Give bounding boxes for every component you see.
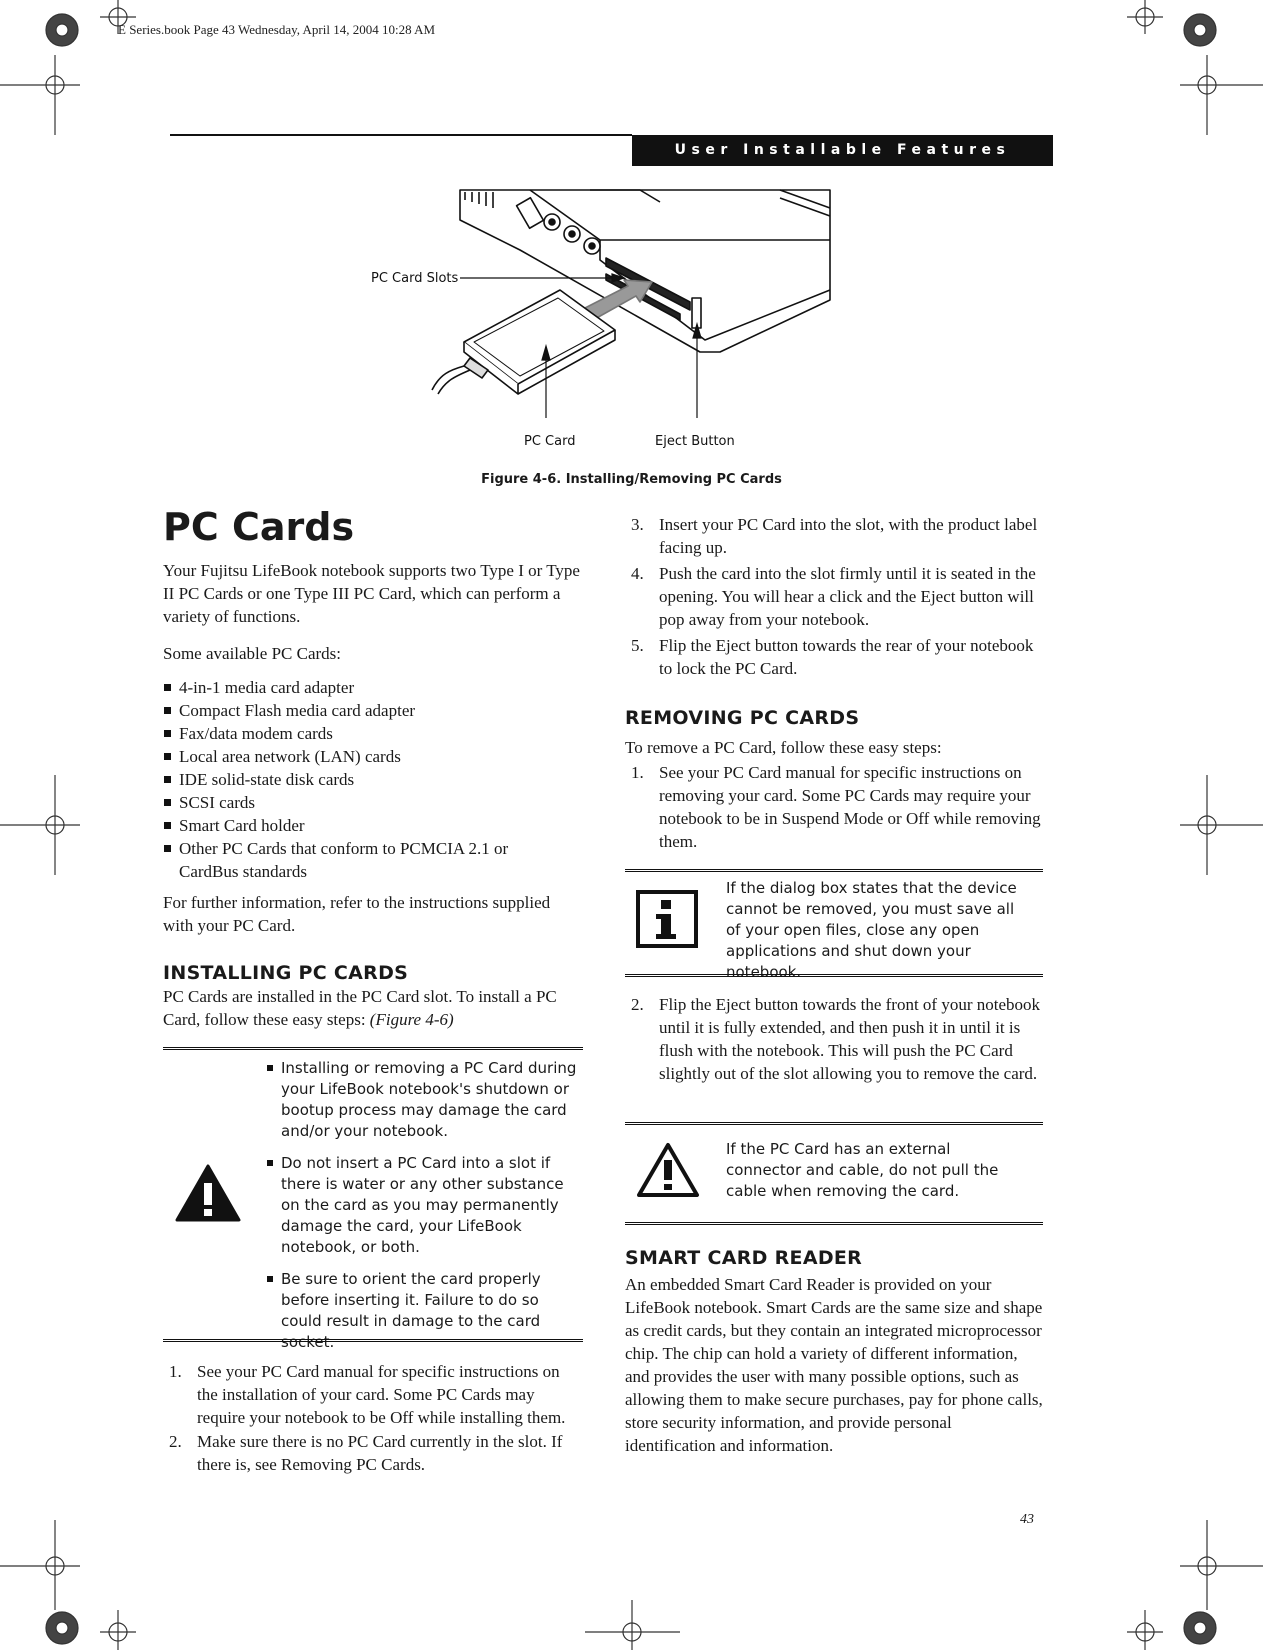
caution-item: Do not insert a PC Card into a slot if there is water or any other substance on the card as you may permanently damage the card, your LifeBook notebook, or both. bbox=[267, 1153, 577, 1258]
book-file-header: E Series.book Page 43 Wednesday, April 14, 2004 10:28 AM bbox=[118, 22, 436, 37]
installing-intro-text: PC Cards are installed in the PC Card slot. To install a PC Card, follow these easy steps: bbox=[163, 987, 557, 1029]
caution-item: Installing or removing a PC Card during your LifeBook notebook's shutdown or bootup process may damage the card and/or your notebook. bbox=[267, 1058, 577, 1142]
crosshair-bottom-1 bbox=[100, 1610, 136, 1650]
installing-steps-part2 bbox=[625, 513, 1045, 680]
caution2-rule-bottom bbox=[625, 1222, 1043, 1225]
step-item bbox=[625, 513, 1045, 559]
header-rule bbox=[170, 134, 632, 136]
step-text: See your PC Card manual for specific instructions on removing your card. Some PC Cards may require your notebook to be in Suspend Mode or Off while removing them. bbox=[659, 763, 1041, 851]
step-item bbox=[625, 634, 1045, 680]
step-number: 5. bbox=[631, 636, 644, 655]
card-type-list bbox=[163, 676, 583, 883]
list-item: Compact Flash media card adapter bbox=[163, 699, 583, 722]
figure-label-eject: Eject Button bbox=[655, 434, 735, 449]
pc-card-cable bbox=[432, 366, 470, 394]
installing-intro bbox=[163, 985, 583, 1031]
step-item bbox=[625, 761, 1045, 853]
list-item: Other PC Cards that conform to PCMCIA 2.1 or CardBus standards bbox=[163, 837, 554, 883]
removing-step-2 bbox=[625, 993, 1045, 1085]
list-item: IDE solid-state disk cards bbox=[163, 768, 583, 791]
page-heading: PC Cards bbox=[163, 505, 355, 549]
figure-label-slots: PC Card Slots bbox=[371, 271, 459, 286]
registration-disc-bottom-right bbox=[1184, 1612, 1216, 1644]
crosshair-bottom-2 bbox=[585, 1600, 680, 1650]
info-rule-bottom bbox=[625, 974, 1043, 977]
figure-label-card: PC Card bbox=[524, 434, 576, 449]
section-title-bar: User Installable Features bbox=[632, 135, 1053, 166]
step-text: Push the card into the slot firmly until it is seated in the opening. You will hear a click and the Eject button will pop away from your notebook. bbox=[659, 564, 1036, 629]
crosshair-right-bottom bbox=[1180, 1520, 1263, 1610]
list-item: SCSI cards bbox=[163, 791, 583, 814]
smart-card-heading: SMART CARD READER bbox=[625, 1247, 863, 1269]
crosshair-right-top bbox=[1180, 55, 1263, 135]
pc-card-figure bbox=[0, 180, 1263, 460]
caution-icon bbox=[174, 1163, 242, 1223]
list-item: Fax/data modem cards bbox=[163, 722, 583, 745]
step-text: Flip the Eject button towards the front of your notebook until it is fully extended, and then push it in until it is flush with the notebook. This will push the PC Card slightly out of the slot allowing you to remove the card. bbox=[659, 995, 1041, 1083]
further-info-paragraph: For further information, refer to the instructions supplied with your PC Card. bbox=[163, 893, 551, 935]
step-number: 1. bbox=[169, 1362, 182, 1381]
step-item bbox=[625, 993, 1045, 1085]
installing-caution-list bbox=[267, 1058, 577, 1364]
caution-icon bbox=[635, 1141, 701, 1199]
list-item: 4-in-1 media card adapter bbox=[163, 676, 583, 699]
removing-heading: REMOVING PC CARDS bbox=[625, 707, 860, 729]
caution-note-text: If the PC Card has an external connector and cable, do not pull the cable when removing the card. bbox=[726, 1140, 999, 1200]
crosshair-left-top bbox=[0, 55, 80, 135]
crosshair-top-2 bbox=[1127, 0, 1163, 34]
installing-heading: INSTALLING PC CARDS bbox=[163, 962, 409, 984]
removing-step-1 bbox=[625, 761, 1045, 853]
available-cards-lead: Some available PC Cards: bbox=[163, 644, 342, 663]
removing-intro: To remove a PC Card, follow these easy steps: bbox=[625, 738, 942, 757]
info-icon bbox=[636, 890, 698, 948]
page-number: 43 bbox=[1020, 1512, 1034, 1527]
step-text: Insert your PC Card into the slot, with the product label facing up. bbox=[659, 515, 1038, 557]
step-number: 4. bbox=[631, 564, 644, 583]
crosshair-left-mid bbox=[0, 775, 80, 875]
list-item: Local area network (LAN) cards bbox=[163, 745, 583, 768]
registration-disc-top-left bbox=[46, 14, 78, 46]
step-text: Make sure there is no PC Card currently in the slot. If there is, see Removing PC Cards. bbox=[197, 1432, 563, 1474]
caution2-rule-top bbox=[625, 1122, 1043, 1125]
step-item bbox=[163, 1430, 583, 1476]
info-rule-top bbox=[625, 869, 1043, 872]
step-item bbox=[625, 562, 1045, 631]
step-text: Flip the Eject button towards the rear of your notebook to lock the PC Card. bbox=[659, 636, 1034, 678]
crosshair-left-bottom bbox=[0, 1520, 80, 1610]
intro-paragraph: Your Fujitsu LifeBook notebook supports two Type I or Type II PC Cards or one Type III PC Card, which can perform a variety of functions. bbox=[163, 561, 580, 626]
figure-caption: Figure 4-6. Installing/Removing PC Cards bbox=[481, 472, 782, 487]
step-number: 2. bbox=[169, 1432, 182, 1451]
crosshair-right-mid bbox=[1180, 775, 1263, 875]
caution-rule-bottom bbox=[163, 1339, 583, 1342]
step-text: See your PC Card manual for specific instructions on the installation of your card. Some PC Cards may require your notebook to be Off while installing them. bbox=[197, 1362, 566, 1427]
caution-rule-top bbox=[163, 1047, 583, 1050]
registration-disc-top-right bbox=[1184, 14, 1216, 46]
step-number: 3. bbox=[631, 515, 644, 534]
crosshair-bottom-3 bbox=[1127, 1610, 1163, 1650]
eject-button-graphic bbox=[692, 298, 701, 328]
registration-disc-bottom-left bbox=[46, 1612, 78, 1644]
list-item: Smart Card holder bbox=[163, 814, 583, 837]
step-number: 1. bbox=[631, 763, 644, 782]
step-item bbox=[163, 1360, 583, 1429]
info-note-text: If the dialog box states that the device cannot be removed, you must save all of your open files, close any open applications and shut down your notebook. bbox=[726, 879, 1017, 981]
step-number: 2. bbox=[631, 995, 644, 1014]
figure-reference: (Figure 4-6) bbox=[369, 1010, 454, 1029]
installing-steps-part1 bbox=[163, 1360, 583, 1476]
smart-card-paragraph: An embedded Smart Card Reader is provided on your LifeBook notebook. Smart Cards are the same size and shape as credit cards, but they contain an integrated microprocessor chip. The chip can hold a variety of different information, and provides the user with many possible options, such as allowing them to make secure purchases, pay for phone calls, store security information, and provide personal identification and information. bbox=[625, 1275, 1043, 1455]
caution-item: Be sure to orient the card properly before inserting it. Failure to do so could result in damage to the card socket. bbox=[267, 1269, 577, 1353]
